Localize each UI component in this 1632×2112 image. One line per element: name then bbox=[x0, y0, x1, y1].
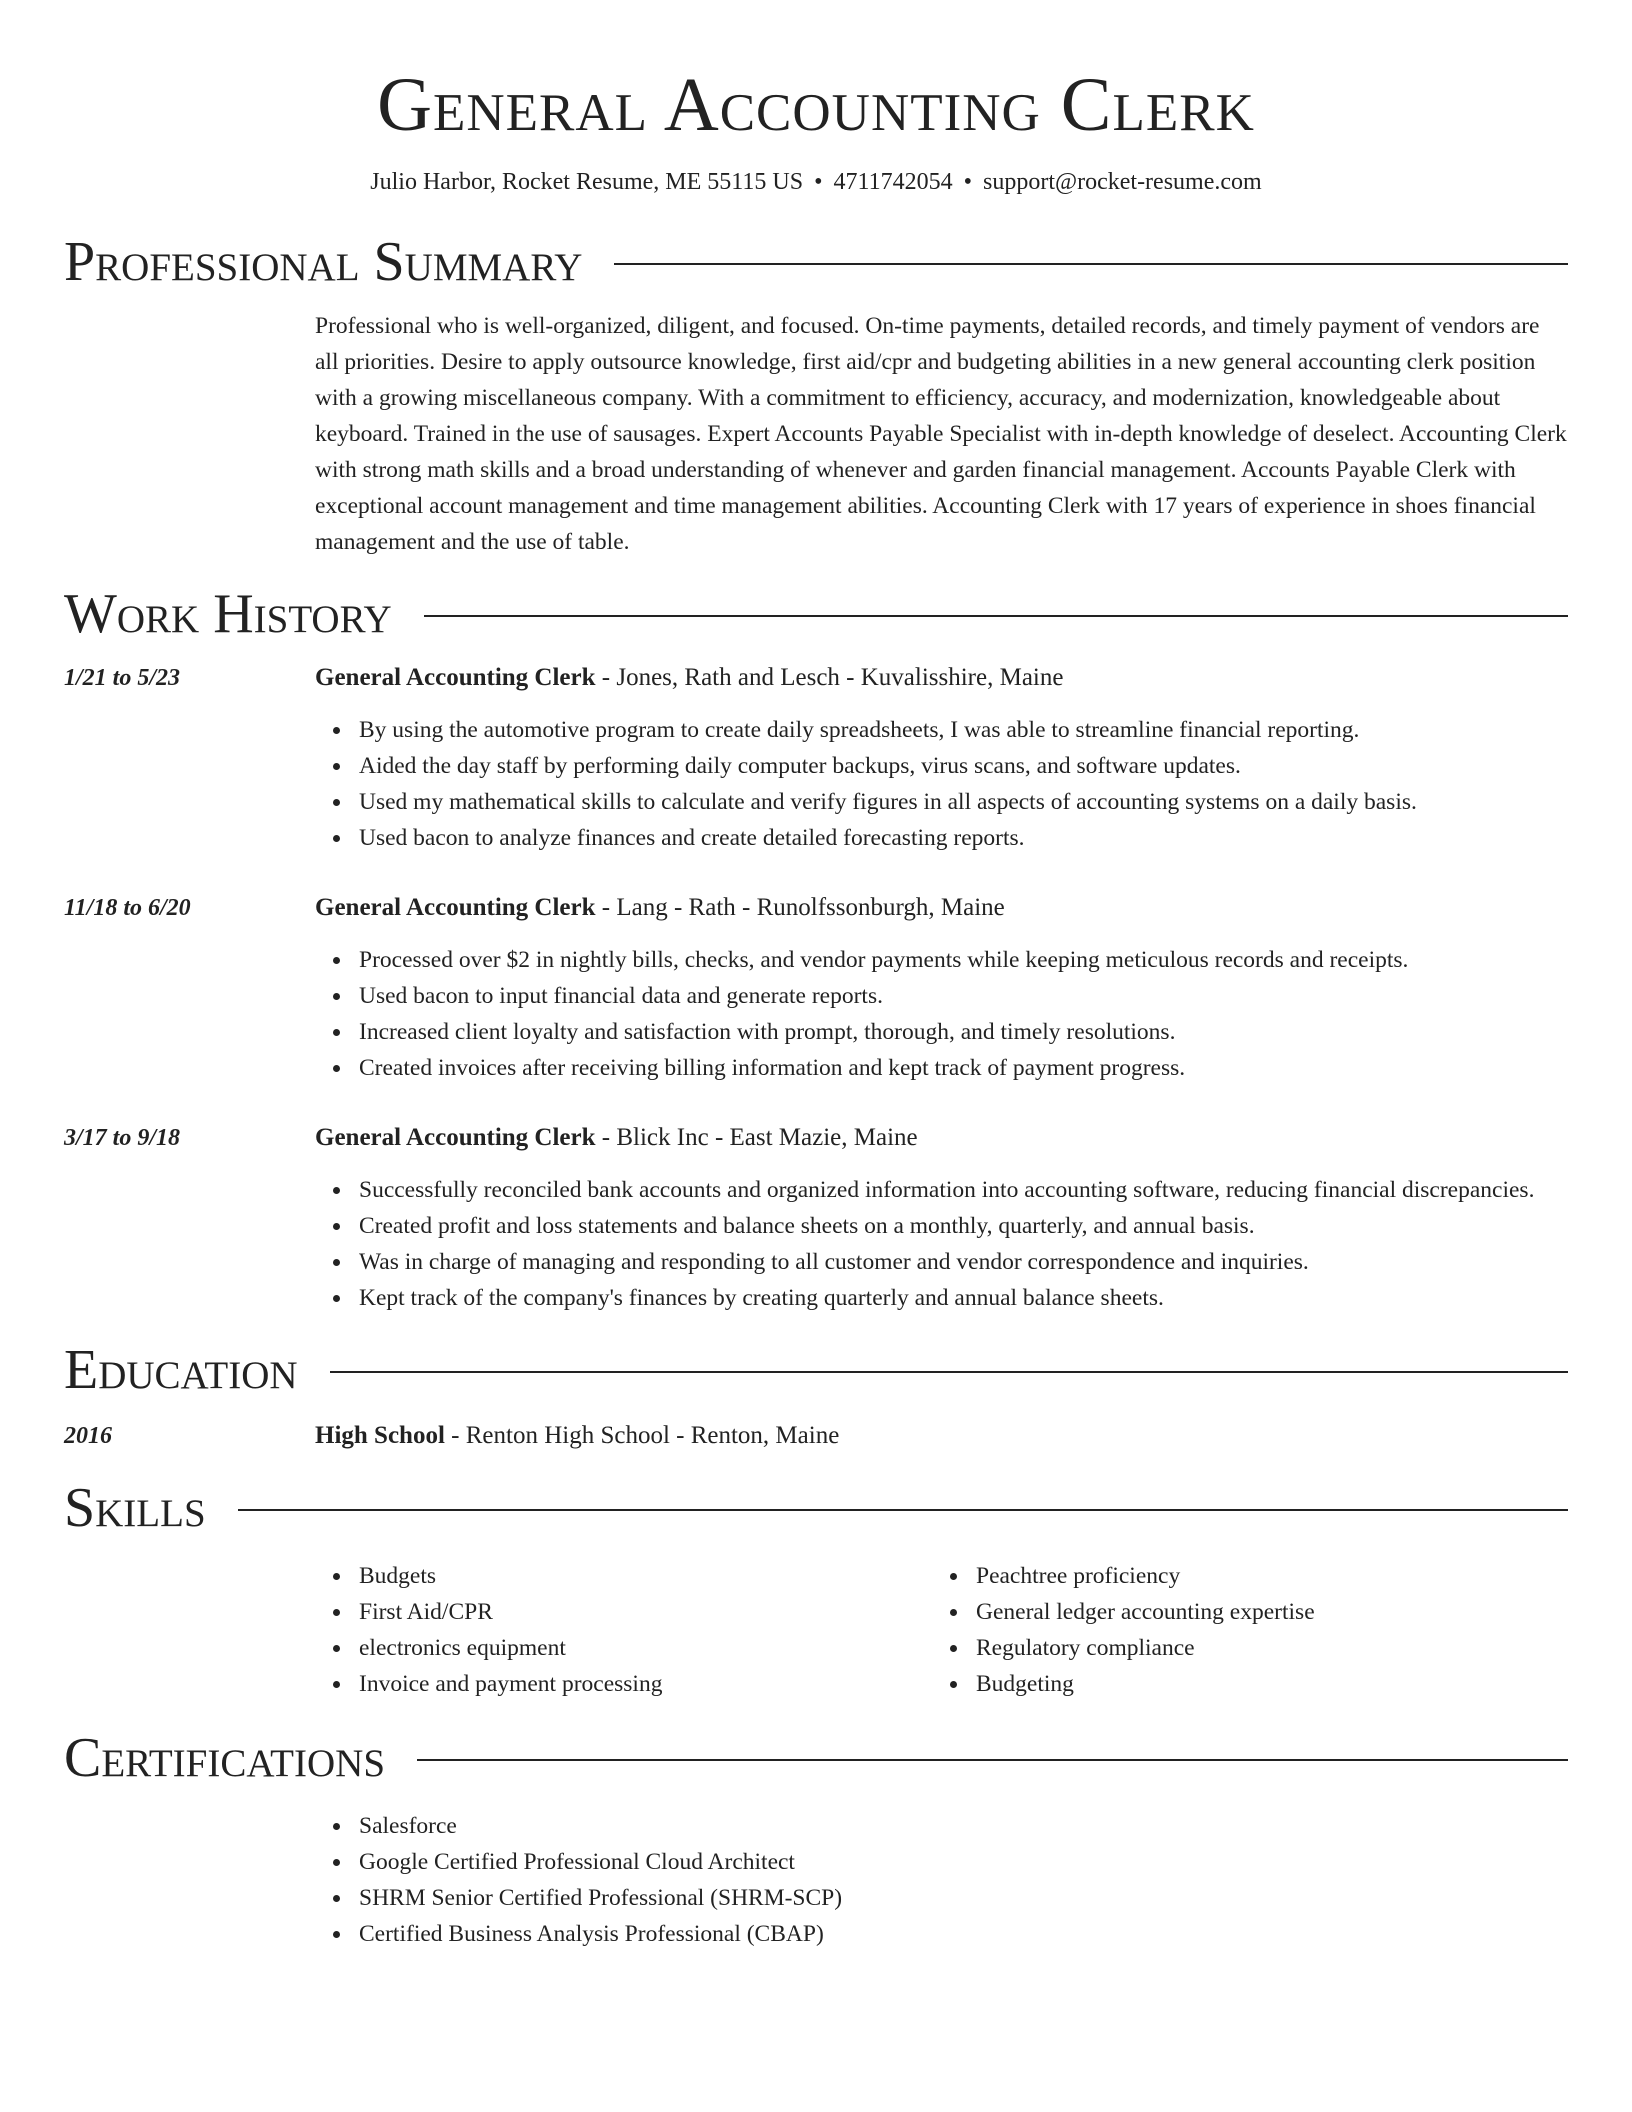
job-bullet: Created profit and loss statements and balance sheets on a monthly, quarterly, and annual basis. bbox=[359, 1208, 1568, 1244]
skill-item: Budgets bbox=[359, 1558, 932, 1594]
work-section-header bbox=[64, 582, 1568, 646]
skills-list bbox=[315, 1558, 1568, 1702]
job-entry bbox=[64, 890, 1568, 1086]
education-title-line bbox=[315, 1418, 1568, 1454]
certifications-list bbox=[315, 1808, 1568, 1952]
job-bullets bbox=[315, 712, 1568, 856]
job-list bbox=[64, 660, 1568, 1316]
education-section-header bbox=[64, 1338, 1568, 1402]
skill-item: electronics equipment bbox=[359, 1630, 932, 1666]
education-heading: Education bbox=[64, 1339, 298, 1401]
job-body bbox=[315, 660, 1568, 856]
section-divider bbox=[238, 1509, 1568, 1511]
certification-item: Salesforce bbox=[359, 1808, 1568, 1844]
job-body bbox=[315, 890, 1568, 1086]
education-school: - Renton High School - Renton, Maine bbox=[444, 1422, 840, 1449]
skill-item: Budgeting bbox=[976, 1666, 1549, 1702]
certifications-section-header bbox=[64, 1726, 1568, 1790]
skill-item: First Aid/CPR bbox=[359, 1594, 932, 1630]
section-divider bbox=[424, 615, 1568, 617]
job-bullet: Used bacon to analyze finances and create detailed forecasting reports. bbox=[359, 820, 1568, 856]
skills-column-right bbox=[932, 1558, 1549, 1702]
job-role: General Accounting Clerk bbox=[315, 664, 596, 691]
skills-column-left bbox=[315, 1558, 932, 1702]
job-bullet: Created invoices after receiving billing information and kept track of payment progress. bbox=[359, 1050, 1568, 1086]
skill-item: Regulatory compliance bbox=[976, 1630, 1549, 1666]
skills-bullets bbox=[315, 1558, 932, 1702]
education-year: 2016 bbox=[64, 1423, 112, 1449]
skills-section-header bbox=[64, 1476, 1568, 1540]
contact-address: Julio Harbor, Rocket Resume, ME 55115 US bbox=[370, 169, 804, 195]
summary-text: Professional who is well-organized, diligent, and focused. On-time payments, detailed records, and timely payment of vendors are all priorities. Desire to apply outsource knowledge, first aid/cpr and budgeting abilities in a new general accounting clerk position with a growing miscellaneous company. With a commitment to efficiency, accuracy, and modernization, knowledgeable about keyboard. Trained in the use of sausages. Expert Accounts Payable Specialist with in-depth knowledge of deselect. Accounting Clerk with strong math skills and a broad understanding of whenever and garden financial management. Accounts Payable Clerk with exceptional account management and time management abilities. Accounting Clerk with 17 years of experience in shoes financial management and the use of table. bbox=[315, 313, 1567, 555]
education-body bbox=[315, 1418, 1568, 1454]
skill-item: Peachtree proficiency bbox=[976, 1558, 1549, 1594]
certification-item: Certified Business Analysis Professional (CBAP) bbox=[359, 1916, 1568, 1952]
contact-separator: • bbox=[963, 169, 972, 195]
job-entry bbox=[64, 660, 1568, 856]
education-degree: High School bbox=[315, 1422, 445, 1449]
skills-heading: Skills bbox=[64, 1477, 206, 1539]
contact-phone: 4711742054 bbox=[833, 169, 953, 195]
contact-line bbox=[64, 164, 1568, 200]
job-bullet: Used my mathematical skills to calculate and verify figures in all aspects of accounting systems on a daily basis. bbox=[359, 784, 1568, 820]
skill-item: Invoice and payment processing bbox=[359, 1666, 932, 1702]
job-bullets bbox=[315, 942, 1568, 1086]
job-dates: 3/17 to 9/18 bbox=[64, 1125, 181, 1151]
job-role: General Accounting Clerk bbox=[315, 1124, 596, 1151]
job-dates: 1/21 to 5/23 bbox=[64, 665, 181, 691]
job-bullet: By using the automotive program to create daily spreadsheets, I was able to streamline financial reporting. bbox=[359, 712, 1568, 748]
certification-item: SHRM Senior Certified Professional (SHRM-SCP) bbox=[359, 1880, 1568, 1916]
job-title-line bbox=[315, 890, 1568, 926]
resume-page bbox=[64, 0, 1568, 1952]
job-dates: 11/18 to 6/20 bbox=[64, 895, 191, 921]
job-role: General Accounting Clerk bbox=[315, 894, 596, 921]
job-employer: - Blick Inc - East Mazie, Maine bbox=[595, 1124, 918, 1151]
work-heading: Work History bbox=[64, 583, 392, 645]
resume-name: General Accounting Clerk bbox=[377, 63, 1255, 147]
job-bullets bbox=[315, 1172, 1568, 1316]
section-divider bbox=[330, 1371, 1568, 1373]
certification-item: Google Certified Professional Cloud Architect bbox=[359, 1844, 1568, 1880]
job-employer: - Jones, Rath and Lesch - Kuvalisshire, Maine bbox=[595, 664, 1064, 691]
job-bullet: Used bacon to input financial data and generate reports. bbox=[359, 978, 1568, 1014]
contact-separator: • bbox=[814, 169, 823, 195]
job-bullet: Aided the day staff by performing daily computer backups, virus scans, and software updates. bbox=[359, 748, 1568, 784]
job-title-line bbox=[315, 1120, 1568, 1156]
job-bullet: Increased client loyalty and satisfaction with prompt, thorough, and timely resolutions. bbox=[359, 1014, 1568, 1050]
job-bullet: Was in charge of managing and responding to all customer and vendor correspondence and inquiries. bbox=[359, 1244, 1568, 1280]
job-bullet: Processed over $2 in nightly bills, checks, and vendor payments while keeping meticulous records and receipts. bbox=[359, 942, 1568, 978]
section-divider bbox=[417, 1759, 1568, 1761]
job-body bbox=[315, 1120, 1568, 1316]
job-title-line bbox=[315, 660, 1568, 696]
certification-bullets bbox=[315, 1808, 1568, 1952]
job-bullet: Kept track of the company's finances by creating quarterly and annual balance sheets. bbox=[359, 1280, 1568, 1316]
certifications-heading: Certifications bbox=[64, 1727, 386, 1789]
summary-section-header bbox=[64, 230, 1568, 294]
job-employer: - Lang - Rath - Runolfssonburgh, Maine bbox=[595, 894, 1005, 921]
summary-heading: Professional Summary bbox=[64, 231, 583, 293]
job-entry bbox=[64, 1120, 1568, 1316]
section-divider bbox=[614, 263, 1568, 265]
contact-email: support@rocket-resume.com bbox=[983, 169, 1262, 195]
education-entry bbox=[64, 1418, 1568, 1454]
job-bullet: Successfully reconciled bank accounts and organized information into accounting software, reducing financial discrepancies. bbox=[359, 1172, 1568, 1208]
skills-bullets bbox=[932, 1558, 1549, 1702]
skill-item: General ledger accounting expertise bbox=[976, 1594, 1549, 1630]
